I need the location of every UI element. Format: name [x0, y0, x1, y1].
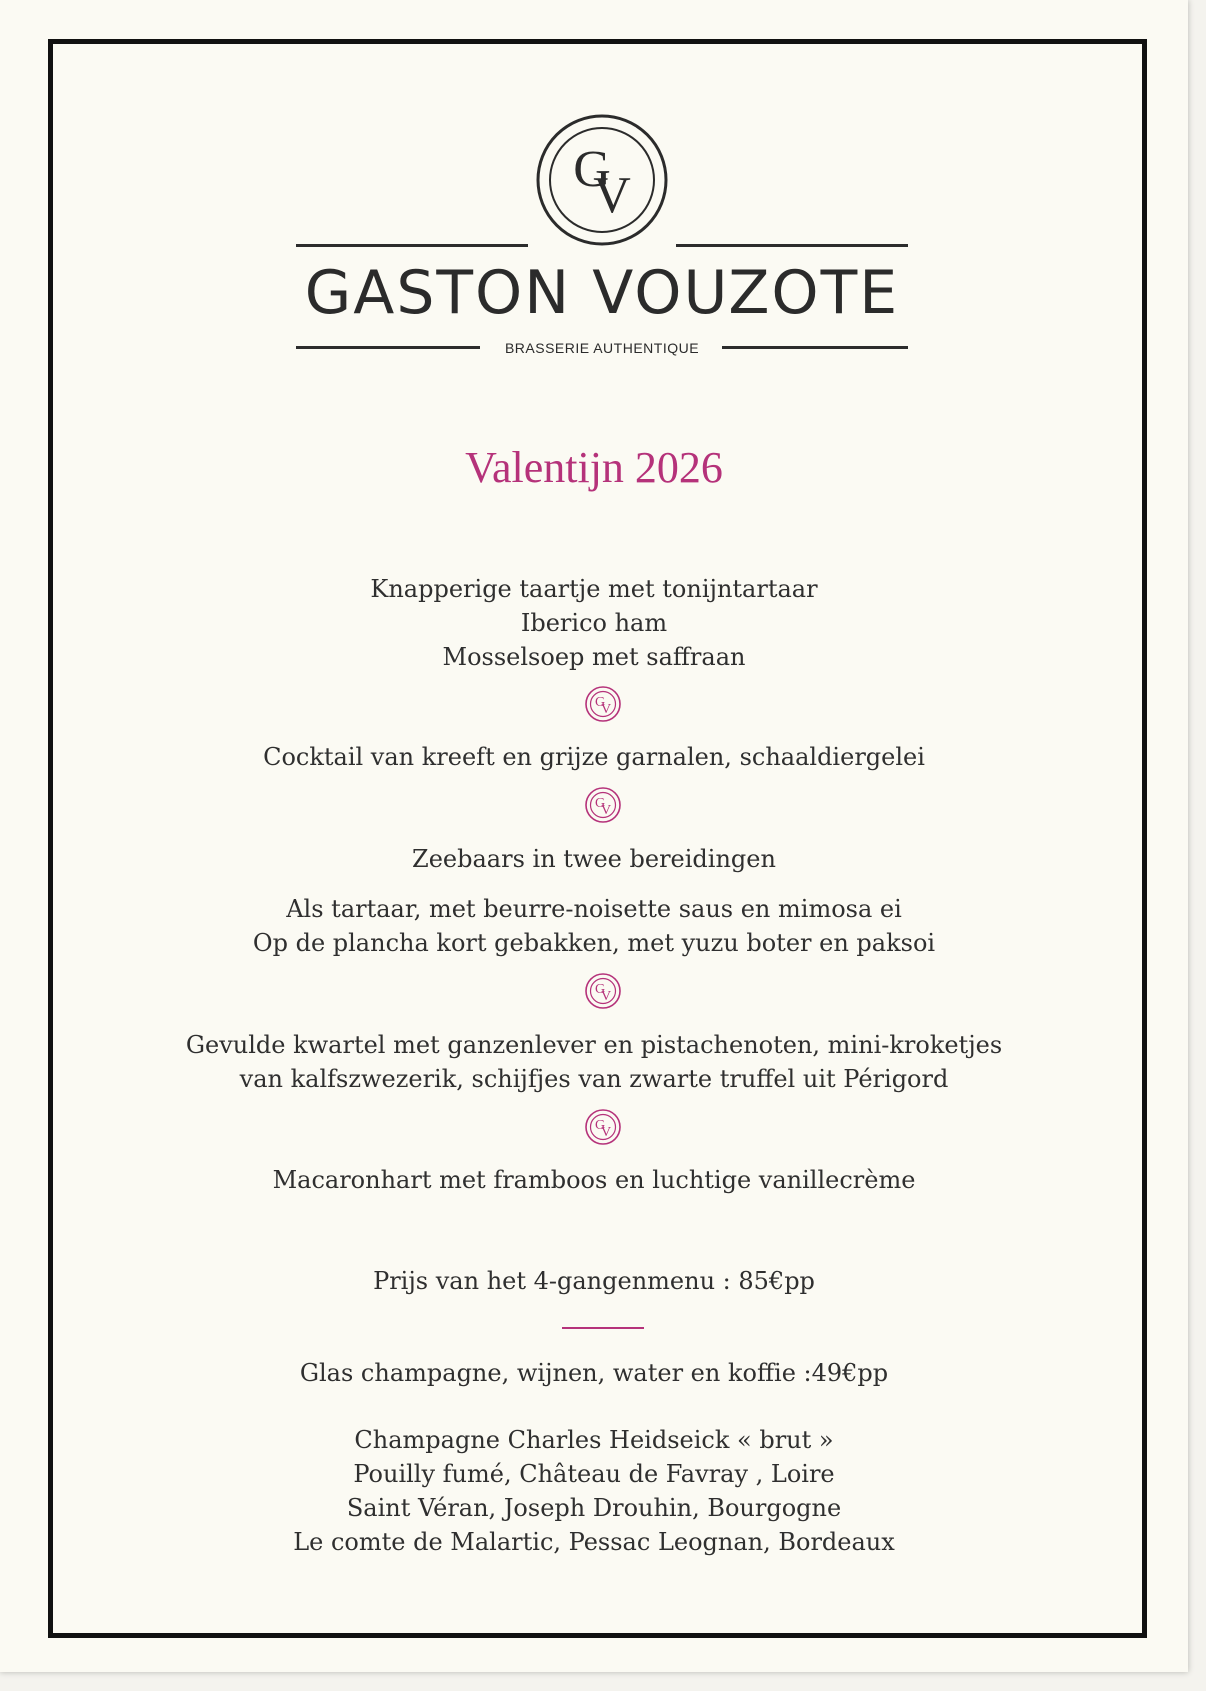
gv-monogram-icon [584, 685, 622, 723]
course-3-details [0, 892, 1188, 960]
course-1 [0, 572, 1188, 674]
course-line: Op de plancha kort gebakken, met yuzu boter en paksoi [252, 929, 936, 957]
logo-rule-top-right [676, 244, 908, 247]
brand-logo [296, 110, 908, 360]
course-2 [0, 740, 1188, 774]
wine-item: Pouilly fumé, Château de Favray , Loire [353, 1460, 835, 1488]
wine-item: Saint Véran, Joseph Drouhin, Bourgogne [346, 1494, 842, 1522]
svg-text:V: V [600, 702, 612, 717]
gv-monogram-logo [534, 112, 670, 248]
course-line: Als tartaar, met beurre-noisette saus en mimosa ei [286, 895, 902, 923]
svg-text:V: V [600, 1125, 612, 1140]
course-line: Gevulde kwartel met ganzenlever en pistachenoten, mini-kroketjes [185, 1031, 1003, 1059]
course-line: Zeebaars in twee bereidingen [412, 845, 776, 873]
wine-item: Le comte de Malartic, Pessac Leognan, Bordeaux [293, 1528, 895, 1556]
svg-text:G: G [594, 1118, 606, 1133]
course-line: Mosselsoep met saffraan [442, 643, 746, 671]
brand-name: GASTON VOUZOTE [304, 258, 900, 328]
wine-item: Champagne Charles Heidseick « brut » [354, 1426, 834, 1454]
svg-text:G: G [594, 695, 606, 710]
menu-title: Valentijn 2026 [465, 443, 723, 492]
svg-text:V: V [600, 803, 612, 818]
course-line: Cocktail van kreeft en grijze garnalen, schaaldiergelei [263, 743, 925, 771]
course-5 [0, 1163, 1188, 1197]
gv-monogram-icon [584, 786, 622, 824]
course-3 [0, 842, 1188, 876]
price-divider [562, 1327, 644, 1329]
gv-monogram-icon [584, 1108, 622, 1146]
course-line: van kalfszwezerik, schijfjes van zwarte truffel uit Périgord [239, 1065, 949, 1093]
brand-tagline: BRASSERIE AUTHENTIQUE [504, 340, 700, 356]
course-line: Macaronhart met framboos en luchtige vanillecrème [272, 1166, 916, 1194]
svg-text:V: V [593, 167, 631, 224]
logo-rule-top-left [296, 244, 528, 247]
menu-price: Prijs van het 4-gangenmenu : 85€pp [373, 1267, 815, 1295]
svg-text:V: V [600, 989, 612, 1004]
wine-list [0, 1423, 1188, 1559]
course-line: Knapperige taartje met tonijntartaar [370, 575, 818, 603]
svg-text:G: G [573, 141, 611, 198]
wine-package-price: Glas champagne, wijnen, water en koffie :49€pp [299, 1359, 889, 1387]
course-line: Iberico ham [520, 609, 668, 637]
gv-monogram-icon [584, 972, 622, 1010]
svg-text:G: G [594, 796, 606, 811]
svg-text:G: G [594, 982, 606, 997]
course-4 [0, 1028, 1188, 1096]
